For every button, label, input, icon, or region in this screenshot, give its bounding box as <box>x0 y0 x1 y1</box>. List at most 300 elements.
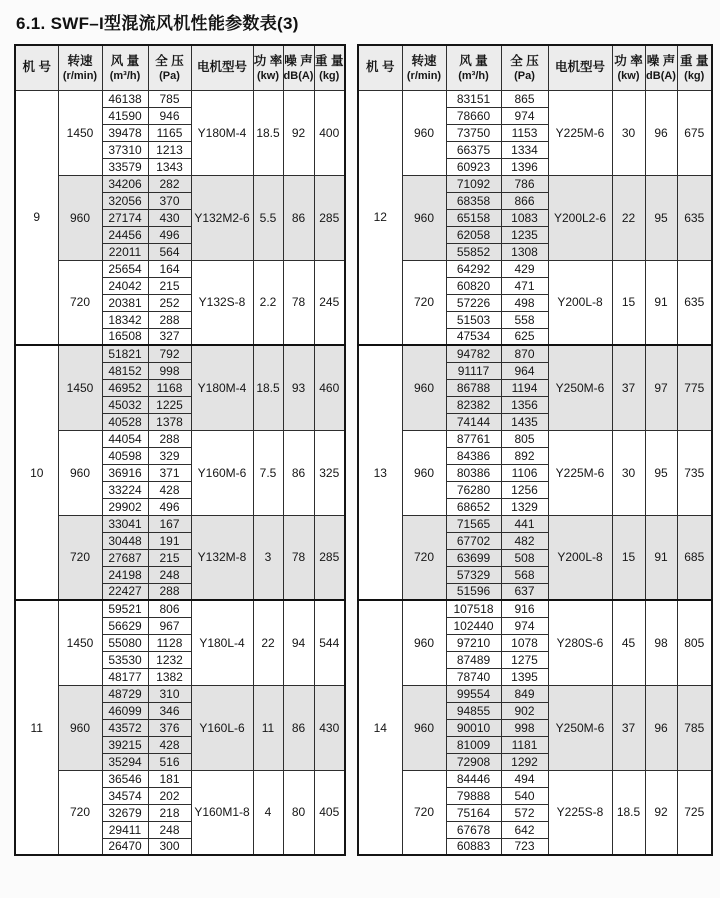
pressure-value-cell: 974 <box>501 617 548 634</box>
pressure-value-cell: 1395 <box>501 668 548 685</box>
col-header-motor <box>191 45 253 90</box>
airflow-value-cell: 20381 <box>102 294 148 311</box>
table-body <box>15 90 345 855</box>
noise-value-cell: 78 <box>283 260 314 345</box>
pressure-value-cell: 564 <box>148 243 191 260</box>
airflow-value-cell: 78660 <box>446 107 501 124</box>
pressure-value-cell: 998 <box>148 362 191 379</box>
power-value-cell: 11 <box>253 685 283 770</box>
power-value-cell: 22 <box>253 600 283 685</box>
pressure-value-cell: 1256 <box>501 481 548 498</box>
noise-value-cell: 92 <box>283 90 314 175</box>
airflow-value-cell: 84446 <box>446 770 501 787</box>
power-value-cell: 22 <box>612 175 645 260</box>
pressure-value-cell: 1232 <box>148 651 191 668</box>
airflow-value-cell: 26470 <box>102 838 148 855</box>
pressure-value-cell: 792 <box>148 345 191 362</box>
speed-cell: 1450 <box>58 345 102 430</box>
airflow-value-cell: 32056 <box>102 192 148 209</box>
airflow-value-cell: 16508 <box>102 328 148 345</box>
airflow-value-cell: 60883 <box>446 838 501 855</box>
airflow-value-cell: 46952 <box>102 379 148 396</box>
power-value-cell: 5.5 <box>253 175 283 260</box>
airflow-value-cell: 46099 <box>102 702 148 719</box>
pressure-value-cell: 288 <box>148 311 191 328</box>
airflow-value-cell: 57329 <box>446 566 501 583</box>
pressure-value-cell: 1308 <box>501 243 548 260</box>
pressure-value-cell: 1334 <box>501 141 548 158</box>
airflow-value-cell: 91117 <box>446 362 501 379</box>
airflow-value-cell: 24456 <box>102 226 148 243</box>
pressure-value-cell: 642 <box>501 821 548 838</box>
noise-value-cell: 95 <box>645 430 677 515</box>
airflow-value-cell: 68652 <box>446 498 501 515</box>
airflow-value-cell: 102440 <box>446 617 501 634</box>
pressure-value-cell: 376 <box>148 719 191 736</box>
motor-model-cell: Y200L2-6 <box>548 175 612 260</box>
pressure-value-cell: 215 <box>148 549 191 566</box>
pressure-value-cell: 916 <box>501 600 548 617</box>
pressure-value-cell: 310 <box>148 685 191 702</box>
airflow-value-cell: 36546 <box>102 770 148 787</box>
airflow-value-cell: 68358 <box>446 192 501 209</box>
pressure-value-cell: 441 <box>501 515 548 532</box>
airflow-value-cell: 18342 <box>102 311 148 328</box>
pressure-value-cell: 572 <box>501 804 548 821</box>
speed-cell: 1450 <box>58 600 102 685</box>
pressure-value-cell: 482 <box>501 532 548 549</box>
airflow-value-cell: 53530 <box>102 651 148 668</box>
airflow-value-cell: 107518 <box>446 600 501 617</box>
data-row <box>15 260 345 277</box>
airflow-value-cell: 40598 <box>102 447 148 464</box>
motor-model-cell: Y225M-6 <box>548 430 612 515</box>
weight-value-cell: 544 <box>314 600 345 685</box>
pressure-value-cell: 494 <box>501 770 548 787</box>
speed-cell: 960 <box>402 685 446 770</box>
data-row <box>358 515 712 532</box>
power-value-cell: 7.5 <box>253 430 283 515</box>
airflow-value-cell: 72908 <box>446 753 501 770</box>
airflow-value-cell: 22427 <box>102 583 148 600</box>
pressure-value-cell: 164 <box>148 260 191 277</box>
weight-value-cell: 285 <box>314 515 345 600</box>
speed-cell: 720 <box>58 770 102 855</box>
airflow-value-cell: 45032 <box>102 396 148 413</box>
data-row <box>15 685 345 702</box>
pressure-value-cell: 428 <box>148 481 191 498</box>
data-row <box>358 90 712 107</box>
pressure-value-cell: 946 <box>148 107 191 124</box>
pressure-value-cell: 866 <box>501 192 548 209</box>
airflow-value-cell: 48152 <box>102 362 148 379</box>
pressure-value-cell: 428 <box>148 736 191 753</box>
power-value-cell: 4 <box>253 770 283 855</box>
data-row <box>358 600 712 617</box>
pressure-value-cell: 1235 <box>501 226 548 243</box>
pressure-value-cell: 288 <box>148 430 191 447</box>
speed-cell: 720 <box>402 770 446 855</box>
col-header-machine <box>358 45 402 90</box>
weight-value-cell: 430 <box>314 685 345 770</box>
motor-model-cell: Y132M-8 <box>191 515 253 600</box>
pressure-value-cell: 1078 <box>501 634 548 651</box>
pressure-value-cell: 1168 <box>148 379 191 396</box>
data-row <box>358 260 712 277</box>
airflow-value-cell: 37310 <box>102 141 148 158</box>
motor-model-cell: Y180M-4 <box>191 90 253 175</box>
pressure-value-cell: 1435 <box>501 413 548 430</box>
data-row <box>358 345 712 362</box>
airflow-value-cell: 29902 <box>102 498 148 515</box>
pressure-value-cell: 568 <box>501 566 548 583</box>
col-header-label: 噪 声 <box>646 53 676 68</box>
col-header-label: 风 量 <box>459 53 488 68</box>
fan-params-table-left <box>14 44 346 856</box>
data-row <box>358 175 712 192</box>
airflow-value-cell: 99554 <box>446 685 501 702</box>
pressure-value-cell: 1275 <box>501 651 548 668</box>
table-head <box>358 45 712 90</box>
weight-value-cell: 805 <box>677 600 712 685</box>
power-value-cell: 3 <box>253 515 283 600</box>
speed-cell: 720 <box>402 515 446 600</box>
machine-no-cell: 13 <box>358 345 402 600</box>
col-header-unit: (kw) <box>257 69 279 82</box>
airflow-value-cell: 90010 <box>446 719 501 736</box>
noise-value-cell: 78 <box>283 515 314 600</box>
pressure-value-cell: 1153 <box>501 124 548 141</box>
speed-cell: 960 <box>402 345 446 430</box>
pressure-value-cell: 516 <box>148 753 191 770</box>
data-row <box>358 430 712 447</box>
airflow-value-cell: 81009 <box>446 736 501 753</box>
col-header-label: 风 量 <box>110 53 140 68</box>
airflow-value-cell: 24042 <box>102 277 148 294</box>
data-row <box>15 600 345 617</box>
data-row <box>358 770 712 787</box>
weight-value-cell: 725 <box>677 770 712 855</box>
pressure-value-cell: 282 <box>148 175 191 192</box>
pressure-value-cell: 870 <box>501 345 548 362</box>
airflow-value-cell: 73750 <box>446 124 501 141</box>
pressure-value-cell: 1213 <box>148 141 191 158</box>
airflow-value-cell: 39215 <box>102 736 148 753</box>
col-header-unit: (kw) <box>617 69 640 82</box>
noise-value-cell: 95 <box>645 175 677 260</box>
power-value-cell: 30 <box>612 430 645 515</box>
col-header-motor <box>548 45 612 90</box>
noise-value-cell: 94 <box>283 600 314 685</box>
weight-value-cell: 400 <box>314 90 345 175</box>
col-header-label: 功 率 <box>253 53 283 68</box>
airflow-value-cell: 36916 <box>102 464 148 481</box>
airflow-value-cell: 59521 <box>102 600 148 617</box>
col-header-unit: (kg) <box>684 69 705 82</box>
noise-value-cell: 98 <box>645 600 677 685</box>
speed-cell: 960 <box>58 430 102 515</box>
noise-value-cell: 92 <box>645 770 677 855</box>
pressure-value-cell: 892 <box>501 447 548 464</box>
airflow-value-cell: 71092 <box>446 175 501 192</box>
pressure-value-cell: 252 <box>148 294 191 311</box>
airflow-value-cell: 47534 <box>446 328 501 345</box>
airflow-value-cell: 97210 <box>446 634 501 651</box>
col-header-label: 重 量 <box>315 53 344 68</box>
col-header-power <box>612 45 645 90</box>
pressure-value-cell: 430 <box>148 209 191 226</box>
airflow-value-cell: 56629 <box>102 617 148 634</box>
airflow-value-cell: 48729 <box>102 685 148 702</box>
airflow-value-cell: 33041 <box>102 515 148 532</box>
weight-value-cell: 635 <box>677 175 712 260</box>
motor-model-cell: Y250M-6 <box>548 345 612 430</box>
data-row <box>358 685 712 702</box>
airflow-value-cell: 22011 <box>102 243 148 260</box>
pressure-value-cell: 1329 <box>501 498 548 515</box>
col-header-speed <box>402 45 446 90</box>
noise-value-cell: 86 <box>283 430 314 515</box>
weight-value-cell: 635 <box>677 260 712 345</box>
pressure-value-cell: 327 <box>148 328 191 345</box>
pressure-value-cell: 288 <box>148 583 191 600</box>
col-header-pressure <box>148 45 191 90</box>
pressure-value-cell: 496 <box>148 498 191 515</box>
pressure-value-cell: 1106 <box>501 464 548 481</box>
airflow-value-cell: 25654 <box>102 260 148 277</box>
pressure-value-cell: 849 <box>501 685 548 702</box>
pressure-value-cell: 786 <box>501 175 548 192</box>
airflow-value-cell: 27687 <box>102 549 148 566</box>
airflow-value-cell: 29411 <box>102 821 148 838</box>
weight-value-cell: 285 <box>314 175 345 260</box>
motor-model-cell: Y160L-6 <box>191 685 253 770</box>
pressure-value-cell: 806 <box>148 600 191 617</box>
col-header-machine <box>15 45 58 90</box>
power-value-cell: 18.5 <box>253 345 283 430</box>
noise-value-cell: 80 <box>283 770 314 855</box>
pressure-value-cell: 558 <box>501 311 548 328</box>
airflow-value-cell: 48177 <box>102 668 148 685</box>
data-row <box>15 515 345 532</box>
speed-cell: 720 <box>58 515 102 600</box>
pressure-value-cell: 1396 <box>501 158 548 175</box>
fan-params-table-right <box>357 44 713 856</box>
airflow-value-cell: 43572 <box>102 719 148 736</box>
motor-model-cell: Y160M-6 <box>191 430 253 515</box>
data-row <box>15 430 345 447</box>
power-value-cell: 45 <box>612 600 645 685</box>
col-header-label: 全 压 <box>510 53 539 68</box>
col-header-label: 电机型号 <box>554 60 605 75</box>
pressure-value-cell: 370 <box>148 192 191 209</box>
col-header-unit: dB(A) <box>646 69 676 82</box>
col-header-label: 机 号 <box>22 60 51 75</box>
airflow-value-cell: 27174 <box>102 209 148 226</box>
speed-cell: 960 <box>58 685 102 770</box>
speed-cell: 960 <box>58 175 102 260</box>
machine-no-cell: 11 <box>15 600 58 855</box>
pressure-value-cell: 1225 <box>148 396 191 413</box>
pressure-value-cell: 1165 <box>148 124 191 141</box>
col-header-label: 转速 <box>67 53 93 68</box>
pressure-value-cell: 191 <box>148 532 191 549</box>
power-value-cell: 18.5 <box>253 90 283 175</box>
pressure-value-cell: 181 <box>148 770 191 787</box>
airflow-value-cell: 55852 <box>446 243 501 260</box>
pressure-value-cell: 805 <box>501 430 548 447</box>
speed-cell: 720 <box>58 260 102 345</box>
airflow-value-cell: 40528 <box>102 413 148 430</box>
power-value-cell: 18.5 <box>612 770 645 855</box>
pressure-value-cell: 498 <box>501 294 548 311</box>
col-header-airflow <box>446 45 501 90</box>
airflow-value-cell: 33224 <box>102 481 148 498</box>
airflow-value-cell: 79888 <box>446 787 501 804</box>
col-header-weight <box>677 45 712 90</box>
data-row <box>15 770 345 787</box>
table-head <box>15 45 345 90</box>
pressure-value-cell: 974 <box>501 107 548 124</box>
airflow-value-cell: 66375 <box>446 141 501 158</box>
machine-no-cell: 12 <box>358 90 402 345</box>
col-header-label: 转速 <box>411 53 437 68</box>
motor-model-cell: Y180M-4 <box>191 345 253 430</box>
motor-model-cell: Y200L-8 <box>548 260 612 345</box>
weight-value-cell: 775 <box>677 345 712 430</box>
pressure-value-cell: 248 <box>148 566 191 583</box>
data-row <box>15 345 345 362</box>
airflow-value-cell: 51596 <box>446 583 501 600</box>
power-value-cell: 37 <box>612 685 645 770</box>
pressure-value-cell: 625 <box>501 328 548 345</box>
airflow-value-cell: 44054 <box>102 430 148 447</box>
noise-value-cell: 96 <box>645 685 677 770</box>
airflow-value-cell: 67702 <box>446 532 501 549</box>
pressure-value-cell: 346 <box>148 702 191 719</box>
pressure-value-cell: 218 <box>148 804 191 821</box>
weight-value-cell: 675 <box>677 90 712 175</box>
pressure-value-cell: 300 <box>148 838 191 855</box>
airflow-value-cell: 57226 <box>446 294 501 311</box>
pressure-value-cell: 865 <box>501 90 548 107</box>
noise-value-cell: 91 <box>645 515 677 600</box>
pressure-value-cell: 902 <box>501 702 548 719</box>
data-row <box>15 90 345 107</box>
machine-no-cell: 9 <box>15 90 58 345</box>
table-body <box>358 90 712 855</box>
machine-no-cell: 10 <box>15 345 58 600</box>
pressure-value-cell: 508 <box>501 549 548 566</box>
airflow-value-cell: 63699 <box>446 549 501 566</box>
pressure-value-cell: 215 <box>148 277 191 294</box>
pressure-value-cell: 1356 <box>501 396 548 413</box>
motor-model-cell: Y225M-6 <box>548 90 612 175</box>
col-header-weight <box>314 45 345 90</box>
airflow-value-cell: 87761 <box>446 430 501 447</box>
airflow-value-cell: 94855 <box>446 702 501 719</box>
weight-value-cell: 785 <box>677 685 712 770</box>
airflow-value-cell: 46138 <box>102 90 148 107</box>
airflow-value-cell: 51503 <box>446 311 501 328</box>
airflow-value-cell: 41590 <box>102 107 148 124</box>
airflow-value-cell: 74144 <box>446 413 501 430</box>
pressure-value-cell: 1292 <box>501 753 548 770</box>
motor-model-cell: Y180L-4 <box>191 600 253 685</box>
pressure-value-cell: 637 <box>501 583 548 600</box>
pressure-value-cell: 429 <box>501 260 548 277</box>
col-header-label: 机 号 <box>366 60 395 75</box>
power-value-cell: 2.2 <box>253 260 283 345</box>
header-row <box>358 45 712 90</box>
power-value-cell: 37 <box>612 345 645 430</box>
col-header-unit: (kg) <box>319 69 340 82</box>
airflow-value-cell: 30448 <box>102 532 148 549</box>
airflow-value-cell: 62058 <box>446 226 501 243</box>
pressure-value-cell: 167 <box>148 515 191 532</box>
pressure-value-cell: 967 <box>148 617 191 634</box>
speed-cell: 720 <box>402 260 446 345</box>
noise-value-cell: 91 <box>645 260 677 345</box>
pressure-value-cell: 998 <box>501 719 548 736</box>
pressure-value-cell: 1382 <box>148 668 191 685</box>
airflow-value-cell: 78740 <box>446 668 501 685</box>
noise-value-cell: 86 <box>283 685 314 770</box>
airflow-value-cell: 24198 <box>102 566 148 583</box>
airflow-value-cell: 35294 <box>102 753 148 770</box>
weight-value-cell: 460 <box>314 345 345 430</box>
airflow-value-cell: 34574 <box>102 787 148 804</box>
speed-cell: 960 <box>402 600 446 685</box>
power-value-cell: 15 <box>612 260 645 345</box>
pressure-value-cell: 1378 <box>148 413 191 430</box>
airflow-value-cell: 55080 <box>102 634 148 651</box>
pressure-value-cell: 1181 <box>501 736 548 753</box>
col-header-power <box>253 45 283 90</box>
pressure-value-cell: 371 <box>148 464 191 481</box>
motor-model-cell: Y132S-8 <box>191 260 253 345</box>
noise-value-cell: 97 <box>645 345 677 430</box>
col-header-label: 功 率 <box>614 53 643 68</box>
col-header-label: 噪 声 <box>284 53 313 68</box>
airflow-value-cell: 86788 <box>446 379 501 396</box>
col-header-pressure <box>501 45 548 90</box>
airflow-value-cell: 71565 <box>446 515 501 532</box>
col-header-unit: dB(A) <box>283 69 314 82</box>
noise-value-cell: 96 <box>645 90 677 175</box>
col-header-label: 全 压 <box>155 53 184 68</box>
page-title: 6.1. SWF–I型混流风机性能参数表(3) <box>16 14 299 33</box>
motor-model-cell: Y200L-8 <box>548 515 612 600</box>
noise-value-cell: 86 <box>283 175 314 260</box>
airflow-value-cell: 64292 <box>446 260 501 277</box>
weight-value-cell: 735 <box>677 430 712 515</box>
motor-model-cell: Y160M1-8 <box>191 770 253 855</box>
power-value-cell: 30 <box>612 90 645 175</box>
col-header-noise <box>283 45 314 90</box>
motor-model-cell: Y250M-6 <box>548 685 612 770</box>
airflow-value-cell: 51821 <box>102 345 148 362</box>
col-header-label: 重 量 <box>680 53 709 68</box>
col-header-unit: (Pa) <box>514 69 535 82</box>
airflow-value-cell: 82382 <box>446 396 501 413</box>
col-header-unit: (m³/h) <box>109 69 141 82</box>
airflow-value-cell: 75164 <box>446 804 501 821</box>
pressure-value-cell: 1083 <box>501 209 548 226</box>
airflow-value-cell: 84386 <box>446 447 501 464</box>
airflow-value-cell: 32679 <box>102 804 148 821</box>
pressure-value-cell: 1128 <box>148 634 191 651</box>
